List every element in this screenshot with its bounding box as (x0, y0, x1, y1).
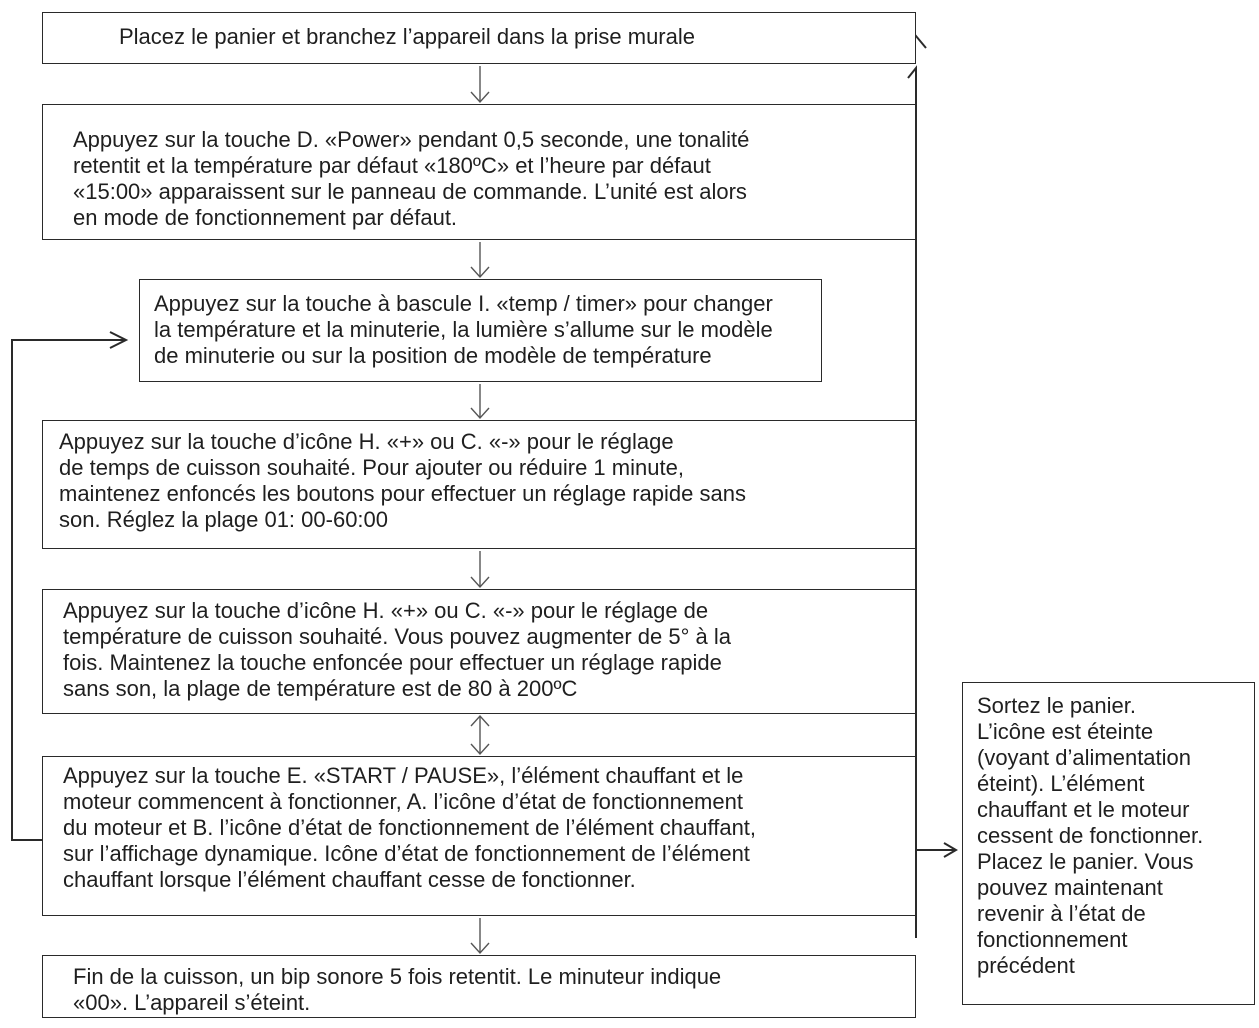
arrow-down-3 (471, 384, 489, 418)
step-text-1: Placez le panier et branchez l’appareil dans la prise murale (119, 24, 695, 49)
side-note-text: Sortez le panier. L’icône est éteinte (voyant d’alimentation éteint). L’élément chauffant et le moteur cessent de fonctionner. Placez le panier. Vous pouvez maintenant revenir à l’état de fonctionnement précédent (977, 693, 1204, 978)
step-text-6: Appuyez sur la touche E. «START / PAUSE», l’élément chauffant et le moteur commencent à fonctionner, A. l’icône d’état de fonctionnement du moteur et B. l’icône d’état de fonctionnement de l’élément chauffant, sur l’affichage dynamique. Icône d’état de fonctionnement de l’élément chauffant lorsque l’élément chauffant cesse de fonctionner. (63, 763, 757, 892)
step-box-4 (42, 420, 916, 549)
step-text-7: Fin de la cuisson, un bip sonore 5 fois retentit. Le minuteur indique «00». L’appareil s’éteint. (73, 964, 722, 1015)
arrow-down-2 (471, 242, 489, 277)
arrow-down-1 (471, 66, 489, 102)
arrow-bidirectional (471, 716, 489, 754)
arrow-down-6 (471, 918, 489, 953)
step-box-7 (42, 955, 916, 1018)
step-text-3: Appuyez sur la touche à bascule I. «temp / timer» pour changer la température et la minuterie, la lumière s’allume sur le modèle de minuterie ou sur la position de modèle de température (154, 291, 773, 368)
step-box-6 (42, 756, 916, 916)
step-box-3 (139, 279, 822, 382)
step-box-2 (42, 104, 916, 240)
step-text-4: Appuyez sur la touche d’icône H. «+» ou C. «-» pour le réglage de temps de cuisson souhaité. Pour ajouter ou réduire 1 minute, maintenez enfoncés les boutons pour effectuer un réglage rapide sans son. Réglez la plage 01: 00-60:00 (59, 429, 746, 532)
side-note-box (962, 682, 1255, 1005)
step-text-5: Appuyez sur la touche d’icône H. «+» ou C. «-» pour le réglage de température de cuisson souhaité. Vous pouvez augmenter de 5° à la fois. Maintenez la touche enfoncée pour effectuer un réglage rapide sans son, la plage de température est de 80 à 200ºC (63, 598, 732, 701)
arrow-down-4 (471, 551, 489, 587)
step-box-5 (42, 589, 916, 714)
step-box-1 (42, 12, 916, 64)
step-text-2: Appuyez sur la touche D. «Power» pendant 0,5 seconde, une tonalité retentit et la température par défaut «180ºC» et l’heure par défaut «15:00» apparaissent sur le panneau de commande. L’unité est alors en mode de fonctionnement par défaut. (73, 127, 750, 230)
